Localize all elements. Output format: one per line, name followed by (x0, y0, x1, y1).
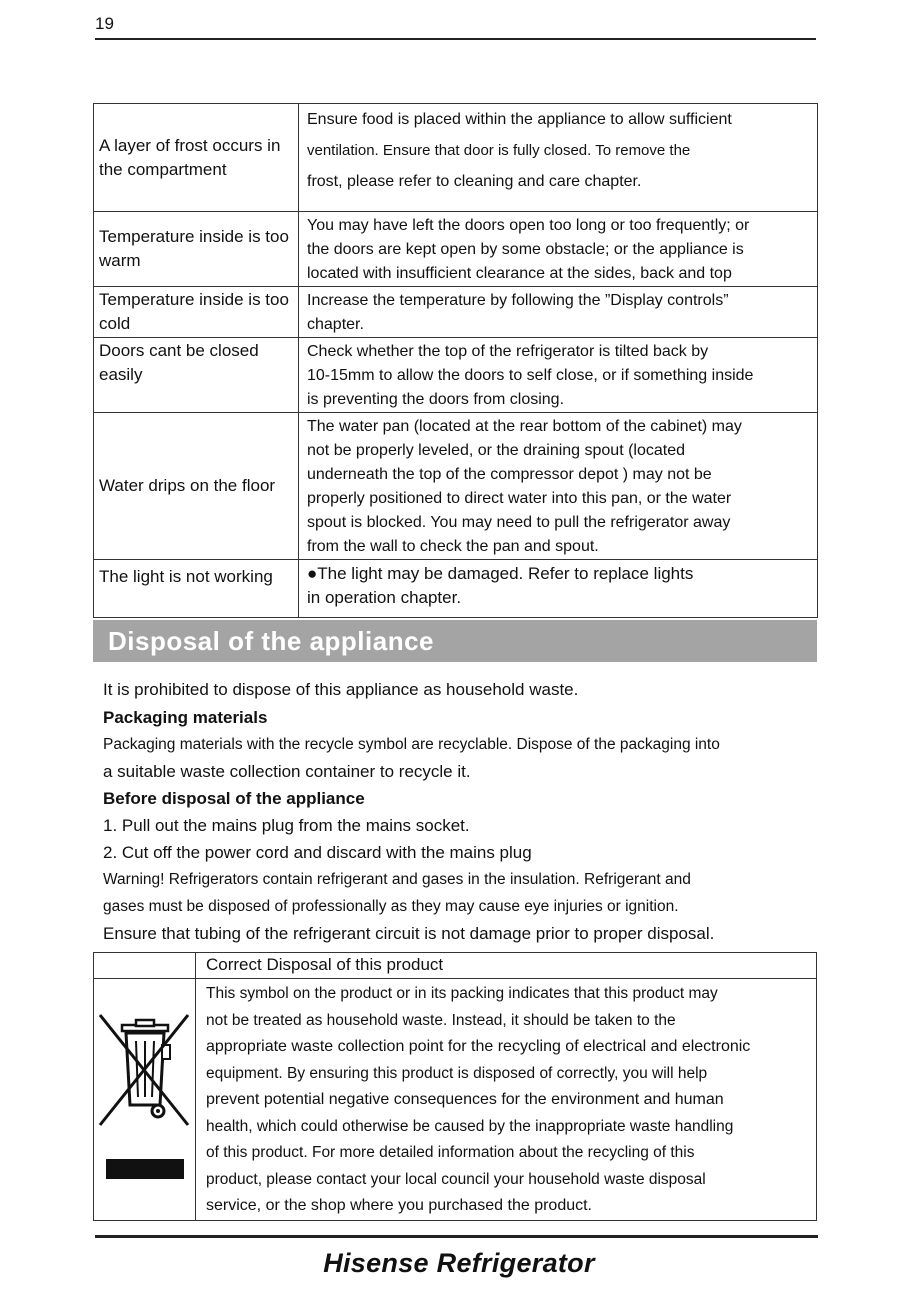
solution-line: Check whether the top of the refrigerator is tilted back by (307, 343, 709, 360)
solution-cell (299, 212, 818, 287)
troubleshooting-table (93, 103, 818, 618)
table-row (94, 212, 818, 287)
page-number: 19 (95, 14, 114, 33)
empty-cell (94, 953, 196, 979)
problem-cell: Temperature inside is too cold (94, 287, 299, 338)
problem-cell: A layer of frost occurs in the compartment (94, 104, 299, 212)
problem-cell: The light is not working (94, 560, 299, 618)
solution-line: Increase the temperature by following the ”Display controls” (307, 292, 729, 309)
table-row (94, 287, 818, 338)
section-title: Disposal of the appliance (108, 626, 435, 656)
disposal-text-line: This symbol on the product or in its packing indicates that this product may (206, 985, 718, 1002)
solution-cell (299, 413, 818, 560)
table-row (94, 104, 818, 212)
disposal-text-line: not be treated as household waste. Instead, it should be taken to the (206, 1011, 676, 1029)
problem-cell: Water drips on the floor (94, 413, 299, 560)
solution-line: properly positioned to direct water into this pan, or the water (307, 490, 732, 507)
header-divider (95, 38, 816, 40)
solution-line: located with insufficient clearance at the sides, back and top (307, 265, 732, 282)
correct-disposal-title: Correct Disposal of this product (196, 953, 817, 979)
disposal-text-line: appropriate waste collection point for the recycling of electrical and electronic (206, 1038, 751, 1055)
brand-logo-text: Hisense Refrigerator (323, 1248, 595, 1278)
solution-line: You may have left the doors open too long or too frequently; or (307, 217, 750, 234)
disposal-step: 1. Pull out the mains plug from the mains socket. (103, 816, 470, 835)
disposal-text-line: of this product. For more detailed information about the recycling of this (206, 1144, 695, 1161)
solution-cell (299, 104, 818, 212)
solution-cell (299, 560, 818, 618)
solution-cell (299, 287, 818, 338)
before-disposal-heading: Before disposal of the appliance (103, 789, 365, 808)
problem-cell: Doors cant be closed easily (94, 338, 299, 413)
packaging-text-line: a suitable waste collection container to recycle it. (103, 762, 471, 781)
footer-divider (95, 1235, 818, 1238)
solution-line: chapter. (307, 316, 364, 333)
solution-line: not be properly leveled, or the draining spout (located (307, 442, 686, 459)
correct-disposal-text (196, 979, 817, 1221)
table-row (94, 413, 818, 560)
solution-cell (299, 338, 818, 413)
disposal-step: 2. Cut off the power cord and discard with the mains plug (103, 843, 532, 862)
solution-line: frost, please refer to cleaning and care chapter. (307, 173, 642, 190)
correct-disposal-table (93, 952, 817, 1221)
disposal-intro: It is prohibited to dispose of this appliance as household waste. (103, 680, 579, 699)
solution-line: underneath the top of the compressor depot ) may not be (307, 466, 712, 483)
solution-line: ventilation. Ensure that door is fully closed. To remove the (307, 142, 691, 159)
table-row (94, 953, 817, 979)
table-row (94, 338, 818, 413)
disposal-text-line: equipment. By ensuring this product is disposed of correctly, you will help (206, 1064, 708, 1082)
solution-line: the doors are kept open by some obstacle; or the appliance is (307, 241, 744, 258)
warning-line: gases must be disposed of professionally as they may cause eye injuries or ignition. (103, 898, 679, 915)
disposal-text-line: prevent potential negative consequences for the environment and human (206, 1091, 724, 1108)
solution-line: is preventing the doors from closing. (307, 391, 565, 408)
warning-line: Warning! Refrigerators contain refrigerant and gases in the insulation. Refrigerant and (103, 871, 691, 888)
disposal-text-line: health, which could otherwise be caused by the inappropriate waste handling (206, 1117, 734, 1135)
table-row (94, 979, 817, 1221)
solution-line: ●The light may be damaged. Refer to replace lights (307, 564, 694, 583)
solution-line: from the wall to check the pan and spout. (307, 538, 599, 555)
disposal-text-line: service, or the shop where you purchased the product. (206, 1197, 592, 1214)
solution-line: 10-15mm to allow the doors to self close, or if something inside (307, 367, 754, 384)
crossed-out-wheelie-bin-icon (96, 1009, 194, 1183)
solution-line: in operation chapter. (307, 588, 462, 607)
disposal-text-line: product, please contact your local council your household waste disposal (206, 1170, 706, 1188)
table-row (94, 560, 818, 618)
packaging-text-line: Packaging materials with the recycle symbol are recyclable. Dispose of the packaging into (103, 736, 720, 753)
problem-cell: Temperature inside is too warm (94, 212, 299, 287)
solution-line: spout is blocked. You may need to pull the refrigerator away (307, 514, 731, 531)
ensure-text: Ensure that tubing of the refrigerant circuit is not damage prior to proper disposal. (103, 924, 715, 943)
solution-line: Ensure food is placed within the appliance to allow sufficient (307, 111, 732, 128)
packaging-heading: Packaging materials (103, 708, 268, 727)
solution-line: The water pan (located at the rear bottom of the cabinet) may (307, 418, 742, 435)
weee-symbol-cell (94, 979, 196, 1221)
